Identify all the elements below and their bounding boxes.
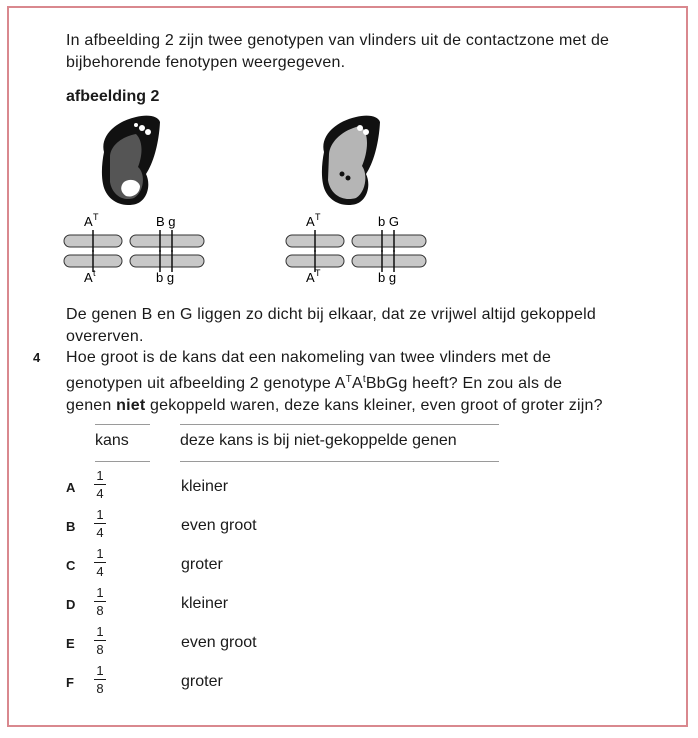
question-number: 4: [33, 350, 41, 365]
allele-top-a-sup: T: [93, 212, 99, 222]
column-header-effect: deze kans is bij niet-gekoppelde genen: [180, 432, 457, 449]
question-line: genen niet gekoppeld waren, deze kans kleiner, even groot of groter zijn?: [66, 397, 603, 414]
table-top-rule: [180, 424, 499, 425]
table-header-rule: [95, 461, 150, 462]
chromosome: [130, 235, 204, 247]
butterfly-wing-left: [96, 112, 166, 212]
allele-bottom-a-sup: t: [93, 268, 96, 278]
butterfly-wing-right: [316, 112, 386, 212]
allele-bottom-a: A: [306, 270, 315, 285]
allele-bottom-a-sup: T: [315, 268, 321, 278]
allele-top-a-sup: T: [315, 212, 321, 222]
table-header-rule: [180, 461, 499, 462]
chromosome: [130, 255, 204, 267]
allele-bottom-bg: b g: [156, 270, 175, 285]
chromosome-diagram-right: [282, 212, 432, 285]
allele-top-bg: B g: [156, 214, 176, 229]
question-text: [66, 347, 686, 417]
question-line: genotypen uit afbeelding 2 genotype $A^TA^tBbGg$ heeft? En zou als de: [66, 374, 563, 392]
allele-top-bg: b G: [378, 214, 399, 229]
allele-top-a: A: [84, 214, 93, 229]
question-line: Hoe groot is de kans dat een nakomeling van twee vlinders met de: [66, 349, 552, 366]
statement-text: De genen B en G liggen zo dicht bij elkaar, dat ze vrijwel altijd gekoppeld overerven.: [66, 306, 596, 345]
allele-top-a: A: [306, 214, 315, 229]
allele-bottom-bg: b g: [378, 270, 397, 285]
allele-bottom-a: A: [84, 270, 93, 285]
chromosome: [352, 255, 426, 267]
chromosome-diagram-left: [60, 212, 210, 285]
chromosome: [352, 235, 426, 247]
intro-text: In afbeelding 2 zijn twee genotypen van vlinders uit de contactzone met de bijbehorende fenotypen weergegeven.: [66, 32, 610, 71]
figure-title: afbeelding 2: [66, 88, 160, 105]
column-header-kans: kans: [95, 432, 129, 449]
table-top-rule: [95, 424, 150, 425]
